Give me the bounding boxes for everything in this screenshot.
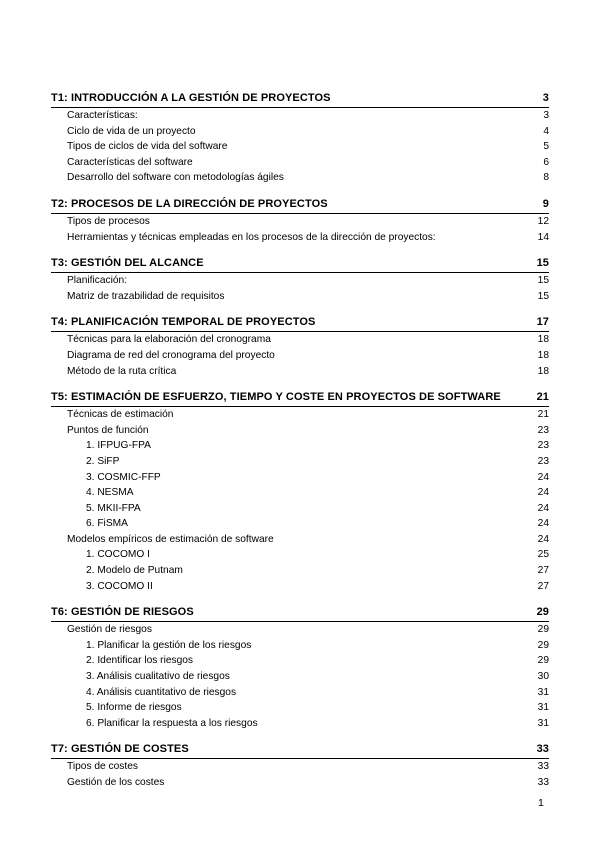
toc-section-entry[interactable] bbox=[51, 108, 549, 124]
toc-section-entry[interactable] bbox=[51, 155, 549, 171]
toc-entry-page: 29 bbox=[537, 624, 549, 636]
toc-subsection-entry[interactable] bbox=[51, 547, 549, 563]
toc-section-entry[interactable] bbox=[51, 170, 549, 186]
toc-subsection-entry[interactable] bbox=[51, 454, 549, 470]
toc-entry-title: 1. COCOMO I bbox=[86, 549, 150, 561]
toc-entry-title: Planificación: bbox=[67, 275, 128, 287]
toc-entry-page: 5 bbox=[543, 141, 549, 153]
toc-section-entry[interactable] bbox=[51, 759, 549, 775]
toc-section-entry[interactable] bbox=[51, 423, 549, 439]
toc-chapter-page: 21 bbox=[536, 391, 549, 404]
toc-entry-page: 31 bbox=[537, 717, 549, 729]
toc-chapter-heading[interactable] bbox=[51, 313, 549, 332]
toc-entry-title: 4. Análisis cuantitativo de riesgos bbox=[86, 686, 237, 698]
toc-entry-title: Tipos de procesos bbox=[67, 215, 150, 227]
toc-chapter bbox=[51, 89, 549, 186]
toc-chapter-page: 3 bbox=[542, 92, 549, 104]
toc-subsection-entry[interactable] bbox=[51, 516, 549, 532]
toc-entry-page: 21 bbox=[537, 409, 549, 421]
toc-entry-page: 23 bbox=[537, 455, 549, 467]
toc-chapter bbox=[51, 313, 549, 379]
toc-section-entry[interactable] bbox=[51, 364, 549, 380]
toc-entry-page: 23 bbox=[537, 440, 549, 452]
toc-subsection-entry[interactable] bbox=[51, 700, 549, 716]
toc-entry-title: Ciclo de vida de un proyecto bbox=[67, 125, 196, 137]
toc-subsection-entry[interactable] bbox=[51, 685, 549, 701]
toc-entry-title: Tipos de costes bbox=[67, 761, 138, 773]
toc-chapter-page: 33 bbox=[536, 743, 549, 756]
toc-section-entry[interactable] bbox=[51, 289, 549, 305]
toc-entry-title: Diagrama de red del cronograma del proyecto bbox=[67, 349, 275, 361]
toc-chapter-title: T7: GESTIÓN DE COSTES bbox=[51, 743, 189, 756]
toc-chapter-title: T1: INTRODUCCIÓN A LA GESTIÓN DE PROYECTOS bbox=[51, 92, 331, 104]
table-of-contents bbox=[51, 89, 549, 800]
toc-chapter-page: 29 bbox=[536, 606, 549, 619]
toc-subsection-entry[interactable] bbox=[51, 563, 549, 579]
toc-section-entry[interactable] bbox=[51, 124, 549, 140]
toc-chapter bbox=[51, 195, 549, 245]
toc-subsection-entry[interactable] bbox=[51, 669, 549, 685]
toc-entry-title: 4. NESMA bbox=[86, 487, 134, 499]
toc-entry-page: 8 bbox=[543, 172, 549, 184]
toc-section-entry[interactable] bbox=[51, 407, 549, 423]
toc-subsection-entry[interactable] bbox=[51, 501, 549, 517]
toc-entry-page: 33 bbox=[537, 761, 549, 773]
toc-entry-title: 1. Planificar la gestión de los riesgos bbox=[86, 639, 252, 651]
toc-entry-title: 3. Análisis cualitativo de riesgos bbox=[86, 671, 230, 683]
toc-entry-page: 25 bbox=[537, 549, 549, 561]
toc-entry-page: 12 bbox=[537, 215, 549, 227]
toc-chapter-heading[interactable] bbox=[51, 603, 549, 622]
toc-chapter-title: T3: GESTIÓN DEL ALCANCE bbox=[51, 257, 204, 270]
toc-entry-page: 30 bbox=[537, 671, 549, 683]
toc-entry-page: 23 bbox=[537, 424, 549, 436]
toc-entry-title: Técnicas de estimación bbox=[67, 409, 174, 421]
toc-entry-title: 5. MKII-FPA bbox=[86, 502, 141, 514]
toc-section-entry[interactable] bbox=[51, 348, 549, 364]
toc-entry-page: 24 bbox=[537, 518, 549, 530]
toc-entry-page: 6 bbox=[543, 156, 549, 168]
toc-entry-page: 4 bbox=[543, 125, 549, 137]
toc-entry-title: Desarrollo del software con metodologías ágiles bbox=[67, 172, 284, 184]
toc-entry-title: 1. IFPUG-FPA bbox=[86, 440, 151, 452]
toc-entry-page: 27 bbox=[537, 565, 549, 577]
toc-entry-title: Características del software bbox=[67, 156, 193, 168]
toc-entry-title: Puntos de función bbox=[67, 424, 149, 436]
toc-chapter-title: T4: PLANIFICACIÓN TEMPORAL DE PROYECTOS bbox=[51, 316, 316, 329]
toc-entry-page: 24 bbox=[537, 502, 549, 514]
toc-chapter bbox=[51, 740, 549, 790]
toc-section-entry[interactable] bbox=[51, 332, 549, 348]
toc-subsection-entry[interactable] bbox=[51, 438, 549, 454]
toc-chapter-heading[interactable] bbox=[51, 89, 549, 108]
toc-entry-title: Características: bbox=[67, 110, 138, 121]
toc-entry-title: Tipos de ciclos de vida del software bbox=[67, 141, 228, 153]
toc-entry-title: Gestión de los costes bbox=[67, 777, 165, 788]
toc-subsection-entry[interactable] bbox=[51, 716, 549, 732]
toc-entry-page: 3 bbox=[543, 110, 549, 121]
toc-chapter-page: 15 bbox=[536, 257, 549, 270]
toc-chapter-heading[interactable] bbox=[51, 388, 549, 407]
toc-entry-title: 2. Identificar los riesgos bbox=[86, 655, 194, 667]
toc-entry-page: 31 bbox=[537, 686, 549, 698]
toc-entry-title: 3. COCOMO II bbox=[86, 580, 153, 592]
toc-chapter-title: T5: ESTIMACIÓN DE ESFUERZO, TIEMPO Y COSTE EN PROYECTOS DE SOFTWARE bbox=[51, 391, 501, 404]
toc-chapter-heading[interactable] bbox=[51, 254, 549, 273]
page-number: 1 bbox=[538, 797, 544, 809]
toc-chapter-title: T6: GESTIÓN DE RIESGOS bbox=[51, 606, 194, 619]
toc-entry-page: 15 bbox=[537, 275, 549, 287]
toc-entry-page: 24 bbox=[537, 471, 549, 483]
toc-section-entry[interactable] bbox=[51, 622, 549, 638]
toc-section-entry[interactable] bbox=[51, 775, 549, 791]
toc-entry-page: 29 bbox=[537, 639, 549, 651]
toc-entry-page: 31 bbox=[537, 702, 549, 714]
toc-subsection-entry[interactable] bbox=[51, 653, 549, 669]
toc-entry-title: Técnicas para la elaboración del cronograma bbox=[67, 334, 271, 346]
toc-entry-title: Gestión de riesgos bbox=[67, 624, 152, 636]
toc-entry-title: 2. Modelo de Putnam bbox=[86, 565, 183, 577]
toc-entry-title: 6. Planificar la respuesta a los riesgos bbox=[86, 717, 258, 729]
toc-entry-page: 15 bbox=[537, 290, 549, 302]
toc-subsection-entry[interactable] bbox=[51, 579, 549, 595]
toc-entry-page: 33 bbox=[537, 777, 549, 788]
toc-section-entry[interactable] bbox=[51, 273, 549, 289]
toc-entry-page: 27 bbox=[537, 580, 549, 592]
toc-entry-page: 24 bbox=[537, 533, 549, 545]
toc-chapter-page: 9 bbox=[542, 197, 549, 210]
toc-entry-title: 5. Informe de riesgos bbox=[86, 702, 182, 714]
toc-chapter bbox=[51, 603, 549, 731]
toc-chapter-heading[interactable] bbox=[51, 195, 549, 214]
toc-chapter-heading[interactable] bbox=[51, 740, 549, 759]
toc-chapter-title: T2: PROCESOS DE LA DIRECCIÓN DE PROYECTOS bbox=[51, 197, 328, 210]
toc-entry-page: 18 bbox=[537, 349, 549, 361]
toc-entry-title: Herramientas y técnicas empleadas en los procesos de la dirección de proyectos: bbox=[67, 231, 436, 243]
toc-subsection-entry[interactable] bbox=[51, 638, 549, 654]
toc-chapter-page: 17 bbox=[536, 316, 549, 329]
toc-section-entry[interactable] bbox=[51, 139, 549, 155]
toc-section-entry[interactable] bbox=[51, 214, 549, 230]
toc-subsection-entry[interactable] bbox=[51, 470, 549, 486]
toc-entry-page: 24 bbox=[537, 487, 549, 499]
toc-chapter bbox=[51, 254, 549, 304]
toc-entry-page: 18 bbox=[537, 365, 549, 377]
toc-entry-title: Modelos empíricos de estimación de software bbox=[67, 533, 274, 545]
toc-entry-page: 14 bbox=[537, 231, 549, 243]
toc-entry-page: 29 bbox=[537, 655, 549, 667]
toc-entry-title: 3. COSMIC-FFP bbox=[86, 471, 161, 483]
toc-section-entry[interactable] bbox=[51, 230, 549, 246]
toc-entry-title: 6. FiSMA bbox=[86, 518, 128, 530]
toc-entry-title: Método de la ruta crítica bbox=[67, 365, 177, 377]
toc-subsection-entry[interactable] bbox=[51, 485, 549, 501]
toc-entry-page: 18 bbox=[537, 334, 549, 346]
toc-entry-title: Matriz de trazabilidad de requisitos bbox=[67, 290, 225, 302]
toc-section-entry[interactable] bbox=[51, 532, 549, 548]
toc-chapter bbox=[51, 388, 549, 594]
toc-entry-title: 2. SiFP bbox=[86, 455, 120, 467]
